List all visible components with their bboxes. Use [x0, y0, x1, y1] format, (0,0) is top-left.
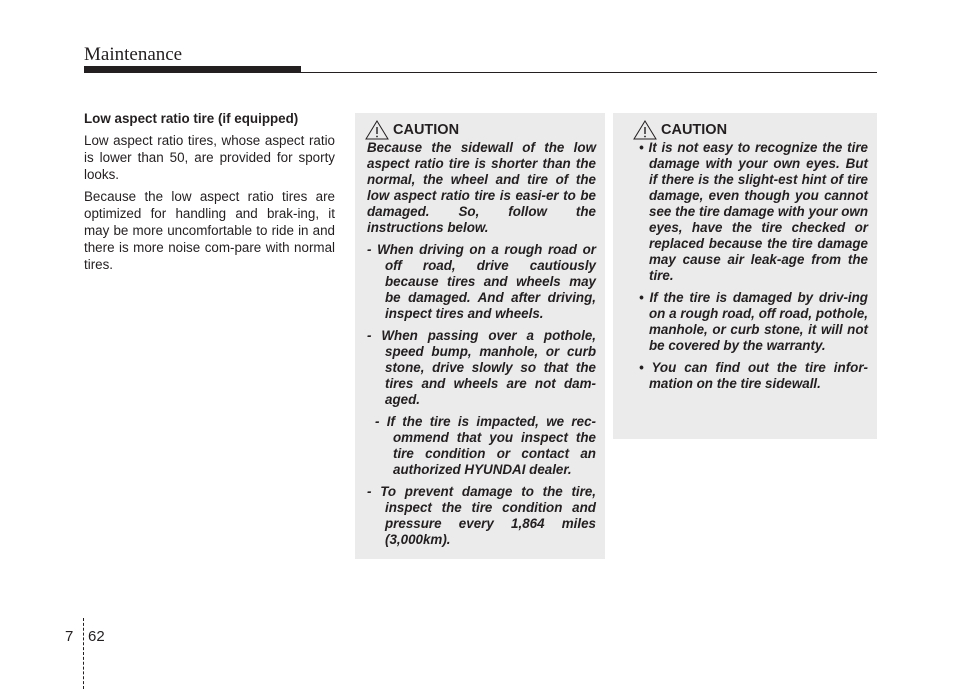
- caution-box-2: [613, 113, 877, 439]
- caution-list-item: - When passing over a pothole, speed bump, manhole, or curb stone, drive slowly so that the tires and wheels are not dam-aged.: [367, 328, 596, 407]
- caution-box-1: [355, 113, 605, 559]
- caution-list-item: - When driving on a rough road or off road, drive cautiously because tires and wheels may be damaged. And after driving, inspect tires and wheels.: [367, 242, 596, 321]
- warning-triangle-icon: [365, 120, 389, 140]
- footer-divider: [83, 618, 84, 689]
- caution-bullet-text: You can find out the tire infor-mation on the tire sidewall.: [649, 360, 868, 391]
- caution-list-item: - To prevent damage to the tire, inspect the tire condition and pressure every 1,864 miles (3,000km).: [367, 484, 596, 547]
- caution-bullet-item: • It is not easy to recognize the tire damage with your own eyes. But if there is the slight-est hint of tire damage, even though you cannot see the tire damage with your own eyes, have the tire checked or replaced because the tire damage may cause air leak-age from the tire.: [639, 140, 868, 283]
- paragraph: Low aspect ratio tires, whose aspect ratio is lower than 50, are provided for sporty looks.: [84, 133, 335, 182]
- caution-body: [613, 140, 877, 392]
- caution-intro: Because the sidewall of the low aspect ratio tire is shorter than the normal, the wheel and tire of the low aspect ratio tire is easi-er to be damaged. So, follow the instructions below.: [367, 140, 596, 235]
- caution-body: [355, 140, 605, 548]
- caution-heading: [613, 120, 877, 140]
- paragraph: Because the low aspect ratio tires are optimized for handling and brak-ing, it may be more uncomfortable to ride in and there is more noise com-pare with normal tires.: [84, 189, 335, 272]
- warning-triangle-icon: [633, 120, 657, 140]
- caution-bullet-item: • You can find out the tire infor-mation on the tire sidewall.: [639, 360, 868, 391]
- caution-bullet-text: If the tire is damaged by driv-ing on a rough road, off road, pothole, manhole, or curb stone, it will not be covered by the warranty.: [649, 290, 868, 353]
- caution-list-item: - If the tire is impacted, we rec-ommend that you inspect the tire condition or contact an authorized HYUNDAI dealer.: [375, 414, 596, 477]
- section-heading: Low aspect ratio tire (if equipped): [84, 111, 299, 126]
- caution-bullet-text: It is not easy to recognize the tire damage with your own eyes. But if there is the slight-est hint of tire damage, even though you cannot see the tire damage with your own eyes, have the tire checked or replaced because the tire damage may cause air leak-age from the tire.: [648, 140, 868, 283]
- header-rule: [84, 72, 877, 73]
- caution-heading: [355, 120, 605, 140]
- caution-title: CAUTION: [393, 122, 460, 138]
- caution-bullet-item: • If the tire is damaged by driv-ing on a rough road, off road, pothole, manhole, or curb stone, it will not be covered by the warranty.: [639, 290, 868, 353]
- page-header-title: Maintenance: [84, 44, 183, 65]
- chapter-number: 7: [65, 628, 74, 645]
- left-column: [84, 110, 335, 278]
- page-number: 62: [88, 628, 105, 645]
- caution-title: CAUTION: [661, 122, 728, 138]
